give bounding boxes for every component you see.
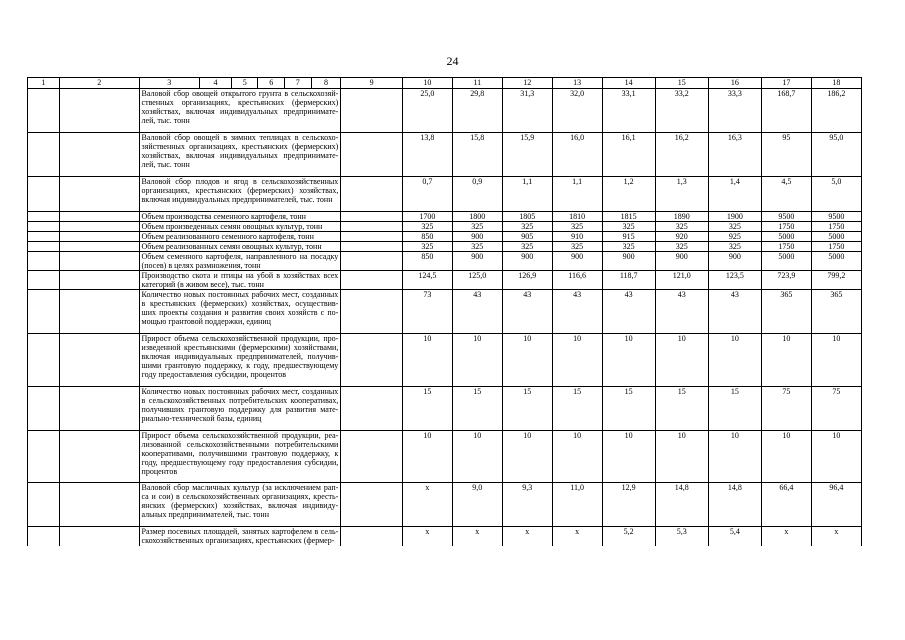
- value-cell: 723,9: [761, 271, 811, 290]
- value-cell: 5000: [811, 252, 861, 271]
- empty-cell: [28, 271, 60, 290]
- value-cell: x: [502, 527, 552, 546]
- value-cell: 5000: [811, 232, 861, 242]
- value-cell: 9500: [761, 212, 811, 222]
- table-row: [28, 290, 862, 334]
- indicator-name: Количество новых постоянных рабочих мест, созданных в крестьянских (фермерских) хозяйствах, осуществив-ших проекты создания и развития своих хозяйств с по-мощью грантовой поддержки, единиц: [139, 290, 341, 334]
- empty-cell: [59, 483, 139, 527]
- indicator-name: Объем реализованных семян овощных культур, тонн: [139, 242, 341, 252]
- value-cell: 124,5: [402, 271, 452, 290]
- indicator-name: Производство скота и птицы на убой в хозяйствах всех категорий (в живом весе), тыс. тонн: [139, 271, 341, 290]
- value-cell: 15,8: [452, 133, 502, 177]
- value-cell: 15: [502, 387, 552, 431]
- table-row: [28, 252, 862, 271]
- empty-cell: [341, 177, 403, 212]
- empty-cell: [59, 177, 139, 212]
- value-cell: x: [402, 527, 452, 546]
- empty-cell: [59, 431, 139, 483]
- value-cell: x: [452, 527, 502, 546]
- value-cell: 915: [602, 232, 655, 242]
- value-cell: 5,3: [655, 527, 708, 546]
- value-cell: 66,4: [761, 483, 811, 527]
- value-cell: 32,0: [552, 89, 602, 133]
- empty-cell: [341, 252, 403, 271]
- value-cell: 16,0: [552, 133, 602, 177]
- indicator-name: Объем реализованного семенного картофеля, тонн: [139, 232, 341, 242]
- value-cell: 10: [811, 431, 861, 483]
- empty-cell: [28, 177, 60, 212]
- value-cell: 0,9: [452, 177, 502, 212]
- table-row: [28, 242, 862, 252]
- value-cell: 325: [552, 242, 602, 252]
- indicator-name: Количество новых постоянных рабочих мест, созданных в сельскохозяйственных потребительских кооперативах, получивших грантовую поддержку для развития мате-риально-технической базы, единиц: [139, 387, 341, 431]
- value-cell: 325: [655, 242, 708, 252]
- empty-cell: [59, 527, 139, 546]
- value-cell: 900: [602, 252, 655, 271]
- value-cell: 850: [402, 232, 452, 242]
- value-cell: 325: [502, 242, 552, 252]
- value-cell: 910: [552, 232, 602, 242]
- value-cell: 1800: [452, 212, 502, 222]
- value-cell: 325: [502, 222, 552, 232]
- value-cell: 11,0: [552, 483, 602, 527]
- value-cell: 186,2: [811, 89, 861, 133]
- value-cell: 325: [402, 242, 452, 252]
- indicator-name: Валовой сбор овощей открытого грунта в сельскохозяй-ственных организациях, крестьянских (фермерских) хозяйствах, включая индивидуальных предпринимате-лей, тыс. тонн: [139, 89, 341, 133]
- value-cell: 325: [402, 222, 452, 232]
- empty-cell: [28, 527, 60, 546]
- value-cell: 900: [655, 252, 708, 271]
- value-cell: 10: [452, 431, 502, 483]
- value-cell: 15,9: [502, 133, 552, 177]
- empty-cell: [28, 431, 60, 483]
- value-cell: 5,4: [708, 527, 761, 546]
- empty-cell: [59, 133, 139, 177]
- value-cell: 10: [552, 334, 602, 387]
- empty-cell: [28, 212, 60, 222]
- empty-cell: [341, 222, 403, 232]
- column-number-13: 13: [552, 78, 602, 89]
- value-cell: 33,2: [655, 89, 708, 133]
- empty-cell: [59, 212, 139, 222]
- empty-cell: [59, 271, 139, 290]
- value-cell: 14,8: [708, 483, 761, 527]
- value-cell: 10: [811, 334, 861, 387]
- value-cell: 10: [452, 334, 502, 387]
- value-cell: 10: [502, 431, 552, 483]
- value-cell: 5,0: [811, 177, 861, 212]
- value-cell: 4,5: [761, 177, 811, 212]
- column-number-1: 1: [28, 78, 60, 89]
- value-cell: 1,4: [708, 177, 761, 212]
- value-cell: 10: [655, 334, 708, 387]
- page-number: 24: [446, 54, 459, 68]
- empty-cell: [28, 387, 60, 431]
- value-cell: 10: [502, 334, 552, 387]
- value-cell: 25,0: [402, 89, 452, 133]
- table-row: [28, 334, 862, 387]
- value-cell: 96,4: [811, 483, 861, 527]
- table-row: [28, 387, 862, 431]
- empty-cell: [59, 334, 139, 387]
- column-number-8: 8: [311, 78, 341, 89]
- value-cell: 43: [655, 290, 708, 334]
- value-cell: 5000: [761, 232, 811, 242]
- column-number-3: 3: [139, 78, 200, 89]
- value-cell: 75: [761, 387, 811, 431]
- value-cell: 1,2: [602, 177, 655, 212]
- empty-cell: [59, 89, 139, 133]
- value-cell: 10: [402, 334, 452, 387]
- value-cell: 43: [552, 290, 602, 334]
- value-cell: 1810: [552, 212, 602, 222]
- empty-cell: [59, 242, 139, 252]
- value-cell: x: [552, 527, 602, 546]
- column-number-6: 6: [258, 78, 285, 89]
- value-cell: 5,2: [602, 527, 655, 546]
- empty-cell: [341, 387, 403, 431]
- column-number-10: 10: [402, 78, 452, 89]
- empty-cell: [28, 242, 60, 252]
- value-cell: 15: [552, 387, 602, 431]
- value-cell: 900: [502, 252, 552, 271]
- value-cell: 16,1: [602, 133, 655, 177]
- value-cell: 14,8: [655, 483, 708, 527]
- value-cell: 1,3: [655, 177, 708, 212]
- value-cell: 13,8: [402, 133, 452, 177]
- value-cell: 10: [602, 334, 655, 387]
- column-number-5: 5: [231, 78, 258, 89]
- empty-cell: [341, 232, 403, 242]
- empty-cell: [28, 232, 60, 242]
- empty-cell: [341, 133, 403, 177]
- column-number-16: 16: [708, 78, 761, 89]
- value-cell: 1805: [502, 212, 552, 222]
- column-number-9: 9: [341, 78, 403, 89]
- value-cell: 925: [708, 232, 761, 242]
- value-cell: 10: [708, 334, 761, 387]
- table-row: [28, 271, 862, 290]
- value-cell: 10: [602, 431, 655, 483]
- value-cell: 15: [402, 387, 452, 431]
- value-cell: 365: [761, 290, 811, 334]
- value-cell: 900: [552, 252, 602, 271]
- value-cell: 920: [655, 232, 708, 242]
- value-cell: 43: [708, 290, 761, 334]
- value-cell: 325: [452, 242, 502, 252]
- value-cell: 123,5: [708, 271, 761, 290]
- empty-cell: [341, 431, 403, 483]
- value-cell: 31,3: [502, 89, 552, 133]
- column-number-15: 15: [655, 78, 708, 89]
- value-cell: x: [811, 527, 861, 546]
- value-cell: 325: [708, 222, 761, 232]
- value-cell: 325: [602, 242, 655, 252]
- column-number-4: 4: [200, 78, 232, 89]
- column-number-2: 2: [59, 78, 139, 89]
- indicator-name: Прирост объема сельскохозяйственной продукции, реа-лизованной сельскохозяйственными потребительскими кооперативами, получившими грантовую поддержку, к году, предшествующему году предоставления субсидии, процентов: [139, 431, 341, 483]
- indicator-name: Валовой сбор овощей в зимних теплицах в сельскохо-зяйственных организациях, крестьянских (фермерских) хозяйствах, включая индивидуальных предпринимате-лей, тыс. тонн: [139, 133, 341, 177]
- column-number-14: 14: [602, 78, 655, 89]
- value-cell: 10: [552, 431, 602, 483]
- empty-cell: [59, 232, 139, 242]
- empty-cell: [59, 252, 139, 271]
- empty-cell: [28, 222, 60, 232]
- empty-cell: [341, 334, 403, 387]
- value-cell: 126,9: [502, 271, 552, 290]
- value-cell: 10: [761, 431, 811, 483]
- value-cell: 1750: [811, 242, 861, 252]
- value-cell: 116,6: [552, 271, 602, 290]
- value-cell: 325: [552, 222, 602, 232]
- value-cell: 1,1: [552, 177, 602, 212]
- value-cell: 95: [761, 133, 811, 177]
- value-cell: 75: [811, 387, 861, 431]
- column-number-11: 11: [452, 78, 502, 89]
- indicators-table: [27, 77, 862, 546]
- value-cell: 168,7: [761, 89, 811, 133]
- table-row: [28, 133, 862, 177]
- value-cell: 325: [452, 222, 502, 232]
- value-cell: 9,0: [452, 483, 502, 527]
- value-cell: 1750: [811, 222, 861, 232]
- empty-cell: [341, 212, 403, 222]
- value-cell: 1900: [708, 212, 761, 222]
- table-row: [28, 527, 862, 546]
- value-cell: 15: [452, 387, 502, 431]
- value-cell: 29,8: [452, 89, 502, 133]
- empty-cell: [341, 242, 403, 252]
- empty-cell: [59, 290, 139, 334]
- value-cell: 900: [452, 232, 502, 242]
- table-row: [28, 212, 862, 222]
- indicator-name: Объем произведенных семян овощных культур, тонн: [139, 222, 341, 232]
- value-cell: 15: [708, 387, 761, 431]
- value-cell: 325: [655, 222, 708, 232]
- indicator-name: Валовой сбор масличных культур (за исключением рап-са и сои) в сельскохозяйственных организациях, кресть-янских (фермерских) хозяйствах, включая индивиду-альных предпринимателей, тыс. тонн: [139, 483, 341, 527]
- value-cell: 365: [811, 290, 861, 334]
- value-cell: 121,0: [655, 271, 708, 290]
- value-cell: 850: [402, 252, 452, 271]
- value-cell: 905: [502, 232, 552, 242]
- empty-cell: [28, 483, 60, 527]
- table-row: [28, 177, 862, 212]
- indicator-name: Объем семенного картофеля, направленного на посадку (посев) в целях размножения, тонн: [139, 252, 341, 271]
- column-number-18: 18: [811, 78, 861, 89]
- empty-cell: [59, 222, 139, 232]
- value-cell: 799,2: [811, 271, 861, 290]
- column-number-12: 12: [502, 78, 552, 89]
- value-cell: 1,1: [502, 177, 552, 212]
- value-cell: 1700: [402, 212, 452, 222]
- table-row: [28, 483, 862, 527]
- value-cell: 325: [708, 242, 761, 252]
- value-cell: 1750: [761, 242, 811, 252]
- value-cell: 9,3: [502, 483, 552, 527]
- value-cell: 5000: [761, 252, 811, 271]
- table-row: [28, 89, 862, 133]
- value-cell: 12,9: [602, 483, 655, 527]
- value-cell: 1750: [761, 222, 811, 232]
- value-cell: 1890: [655, 212, 708, 222]
- value-cell: 10: [708, 431, 761, 483]
- indicator-name: Размер посевных площадей, занятых картофелем в сель-скохозяйственных организациях, крестьянских (фермер-: [139, 527, 341, 546]
- indicator-name: Прирост объема сельскохозяйственной продукции, про-изведенной крестьянскими (фермерскими) хозяйствами, включая индивидуальных предпринимателей, получив-шими грантовую поддержку, к году, предшествующему году предоставления субсидии, процентов: [139, 334, 341, 387]
- value-cell: 33,3: [708, 89, 761, 133]
- empty-cell: [341, 290, 403, 334]
- value-cell: 43: [502, 290, 552, 334]
- value-cell: x: [761, 527, 811, 546]
- column-number-row: [28, 78, 862, 89]
- empty-cell: [28, 334, 60, 387]
- table-row: [28, 431, 862, 483]
- value-cell: x: [402, 483, 452, 527]
- empty-cell: [341, 89, 403, 133]
- empty-cell: [28, 89, 60, 133]
- empty-cell: [28, 290, 60, 334]
- value-cell: 73: [402, 290, 452, 334]
- empty-cell: [59, 387, 139, 431]
- value-cell: 900: [452, 252, 502, 271]
- value-cell: 10: [655, 431, 708, 483]
- empty-cell: [28, 252, 60, 271]
- indicator-name: Валовой сбор плодов и ягод в сельскохозяйственных организациях, крестьянских (фермерских) хозяйствах, включая индивидуальных предпринимателей, тыс. тонн: [139, 177, 341, 212]
- empty-cell: [28, 133, 60, 177]
- empty-cell: [341, 271, 403, 290]
- value-cell: 43: [452, 290, 502, 334]
- value-cell: 9500: [811, 212, 861, 222]
- value-cell: 10: [761, 334, 811, 387]
- table-row: [28, 222, 862, 232]
- value-cell: 16,3: [708, 133, 761, 177]
- value-cell: 16,2: [655, 133, 708, 177]
- value-cell: 900: [708, 252, 761, 271]
- value-cell: 95,0: [811, 133, 861, 177]
- value-cell: 43: [602, 290, 655, 334]
- value-cell: 15: [655, 387, 708, 431]
- value-cell: 125,0: [452, 271, 502, 290]
- column-number-7: 7: [285, 78, 312, 89]
- value-cell: 325: [602, 222, 655, 232]
- column-number-17: 17: [761, 78, 811, 89]
- value-cell: 1815: [602, 212, 655, 222]
- value-cell: 15: [602, 387, 655, 431]
- value-cell: 0,7: [402, 177, 452, 212]
- empty-cell: [341, 483, 403, 527]
- indicator-name: Объем производства семенного картофеля, тонн: [139, 212, 341, 222]
- table-row: [28, 232, 862, 242]
- empty-cell: [341, 527, 403, 546]
- value-cell: 10: [402, 431, 452, 483]
- value-cell: 118,7: [602, 271, 655, 290]
- value-cell: 33,1: [602, 89, 655, 133]
